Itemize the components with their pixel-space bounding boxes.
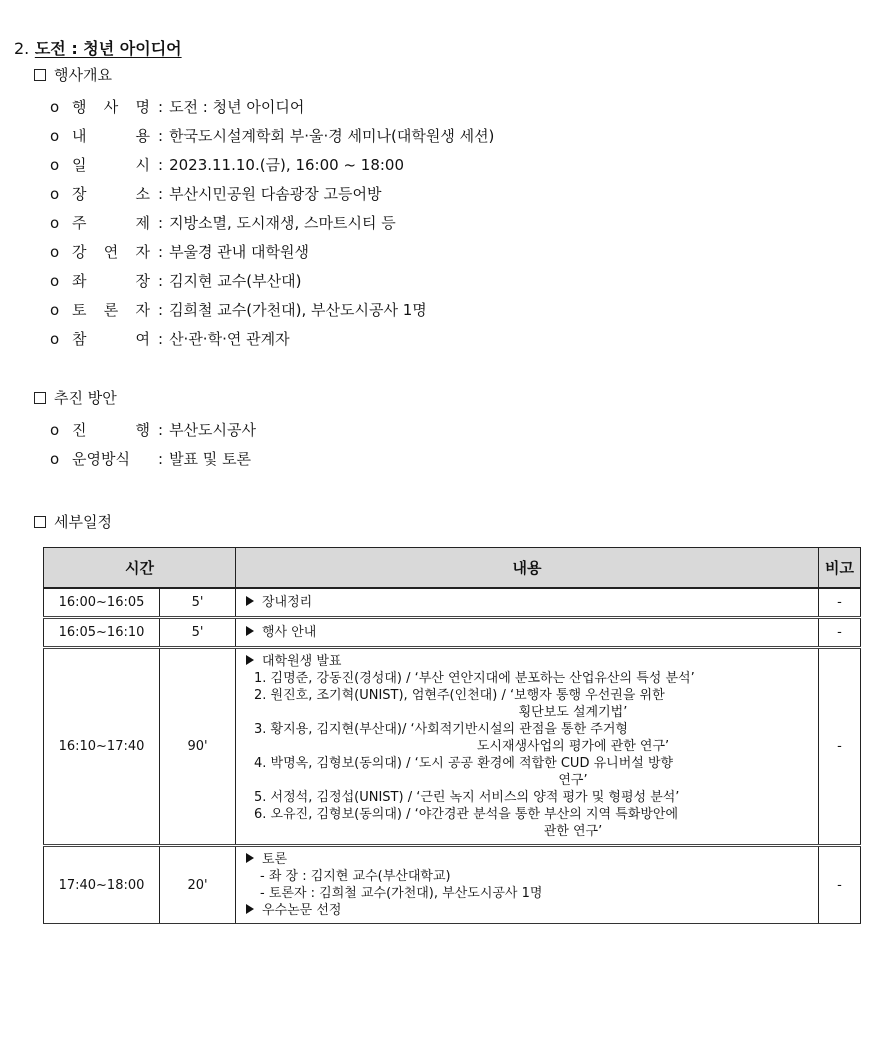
- colon-separator: :: [158, 155, 164, 174]
- colon-separator: :: [158, 126, 164, 145]
- info-label-char: 용: [135, 127, 150, 145]
- promotion-heading-text: 추진 방안: [54, 389, 117, 407]
- info-label: [72, 299, 150, 320]
- header-time: 시간: [44, 548, 236, 588]
- table-row: [44, 846, 861, 924]
- colon-separator: :: [158, 184, 164, 203]
- content-text: 장내정리: [262, 594, 313, 610]
- info-label: [72, 270, 150, 291]
- content-line: [246, 594, 810, 611]
- overview-heading-text: 행사개요: [54, 66, 112, 84]
- info-value: 2023.11.10.(금), 16:00 ~ 18:00: [169, 156, 405, 174]
- section-title-text: 도전 : 청년 아이디어: [34, 39, 182, 58]
- info-label: [72, 448, 150, 469]
- section-number: 2.: [14, 39, 30, 58]
- duration-cell: 5': [160, 588, 236, 618]
- info-label: [72, 125, 150, 146]
- info-value: 부산도시공사: [169, 421, 257, 439]
- duration-cell: 90': [160, 648, 236, 846]
- info-label: [72, 183, 150, 204]
- content-line: [246, 885, 810, 902]
- info-value: 부산시민공원 다솜광장 고등어방: [169, 185, 382, 203]
- info-label-char: 자: [135, 301, 150, 319]
- content-text: 도시재생사업의 평가에 관한 연구’: [476, 739, 670, 754]
- content-text: 5. 서정석, 김정섭(UNIST) / ‘근린 녹지 서비스의 양적 평가 및 형평성 분석’: [254, 790, 680, 805]
- time-cell: 16:05~16:10: [44, 618, 160, 648]
- content-line: [246, 687, 810, 704]
- list-bullet-icon: o: [50, 242, 60, 261]
- schedule-table: [43, 547, 861, 924]
- info-row: [50, 295, 494, 324]
- colon-separator: :: [158, 300, 164, 319]
- info-label: [72, 419, 150, 440]
- table-row: [44, 618, 861, 648]
- info-label-char: 좌: [72, 272, 87, 290]
- content-text: 행사 안내: [262, 625, 317, 640]
- section-title: [14, 36, 182, 59]
- content-line: [246, 868, 810, 885]
- info-label-char: 장: [72, 185, 87, 203]
- info-value: 부울경 관내 대학원생: [169, 243, 310, 261]
- info-label: [72, 96, 150, 117]
- list-bullet-icon: o: [50, 271, 60, 290]
- content-line: [246, 704, 810, 721]
- info-value: 산·관·학·연 관계자: [169, 330, 290, 348]
- info-label-char: 참: [72, 330, 87, 348]
- colon-separator: :: [158, 420, 164, 439]
- info-label-char: 소: [135, 185, 150, 203]
- content-text: 관한 연구’: [543, 824, 603, 839]
- info-value: 김지현 교수(부산대): [169, 272, 302, 290]
- info-label-char: 제: [135, 214, 150, 232]
- checkbox-square-icon: [34, 516, 46, 528]
- content-line: [246, 823, 810, 840]
- info-label-char: 시: [135, 156, 150, 174]
- content-text: 6. 오유진, 김형보(동의대) / ‘야간경관 분석을 통한 부산의 지역 특화방안에: [254, 807, 679, 822]
- time-cell: 17:40~18:00: [44, 846, 160, 924]
- info-label-char: 명: [135, 98, 150, 116]
- list-bullet-icon: o: [50, 126, 60, 145]
- info-label-char: 자: [135, 243, 150, 261]
- list-bullet-icon: o: [50, 213, 60, 232]
- table-row: [44, 648, 861, 846]
- info-label-char: 토: [72, 301, 87, 319]
- colon-separator: :: [158, 242, 164, 261]
- content-line: [246, 670, 810, 687]
- content-line: [246, 851, 810, 868]
- info-row: [50, 237, 494, 266]
- content-line: [246, 806, 810, 823]
- checkbox-square-icon: [34, 392, 46, 404]
- time-cell: 16:00~16:05: [44, 588, 160, 618]
- content-cell: [236, 618, 819, 648]
- duration-cell: 20': [160, 846, 236, 924]
- info-label-char: 강: [72, 243, 87, 261]
- content-text: 횡단보도 설계기법’: [518, 705, 628, 720]
- colon-separator: :: [158, 329, 164, 348]
- colon-separator: :: [158, 271, 164, 290]
- triangle-bullet-icon: [246, 904, 254, 914]
- schedule-heading-text: 세부일정: [54, 513, 112, 531]
- info-value: 도전 : 청년 아이디어: [169, 98, 305, 116]
- info-label-char: 운영방식: [72, 450, 130, 468]
- list-bullet-icon: o: [50, 329, 60, 348]
- colon-separator: :: [158, 97, 164, 116]
- info-row: [50, 415, 256, 444]
- info-label-char: 행: [135, 421, 150, 439]
- info-label-char: 내: [72, 127, 87, 145]
- info-value: 한국도시설계학회 부·울·경 세미나(대학원생 세션): [169, 127, 495, 145]
- content-cell: [236, 648, 819, 846]
- time-cell: 16:10~17:40: [44, 648, 160, 846]
- checkbox-square-icon: [34, 69, 46, 81]
- info-row: [50, 92, 494, 121]
- content-text: 2. 원진호, 조기혁(UNIST), 엄현주(인천대) / ‘보행자 통행 우선권을 위한: [254, 688, 665, 703]
- overview-heading: [34, 64, 112, 85]
- colon-separator: :: [158, 449, 164, 468]
- content-text: 4. 박명옥, 김형보(동의대) / ‘도시 공공 환경에 적합한 CUD 유니버설 방향: [254, 756, 674, 771]
- info-row: [50, 324, 494, 353]
- note-cell: -: [819, 588, 861, 618]
- promotion-heading: [34, 387, 117, 408]
- content-line: [246, 738, 810, 755]
- content-text: - 좌 장 : 김지현 교수(부산대학교): [260, 869, 451, 884]
- list-bullet-icon: o: [50, 300, 60, 319]
- note-cell: -: [819, 846, 861, 924]
- info-row: [50, 444, 256, 473]
- info-label-char: 일: [72, 156, 87, 174]
- info-label: [72, 328, 150, 349]
- content-text: 대학원생 발표: [262, 654, 342, 669]
- triangle-bullet-icon: [246, 655, 254, 665]
- header-note: 비고: [819, 548, 861, 588]
- content-text: 1. 김명준, 강동진(경성대) / ‘부산 연안지대에 분포하는 산업유산의 특성 분석’: [254, 671, 695, 686]
- schedule-header-row: [44, 548, 861, 588]
- info-label-char: 진: [72, 421, 87, 439]
- triangle-bullet-icon: [246, 853, 254, 863]
- content-line: [246, 789, 810, 806]
- triangle-bullet-icon: [246, 596, 254, 606]
- content-line: [246, 902, 810, 919]
- info-value: 김희철 교수(가천대), 부산도시공사 1명: [169, 301, 427, 319]
- content-text: 토론: [262, 852, 288, 867]
- content-text: - 토론자 : 김희철 교수(가천대), 부산도시공사 1명: [260, 886, 543, 901]
- content-line: [246, 653, 810, 670]
- duration-cell: 5': [160, 618, 236, 648]
- list-bullet-icon: o: [50, 97, 60, 116]
- info-label-char: 행: [72, 98, 87, 116]
- content-cell: [236, 588, 819, 618]
- colon-separator: :: [158, 213, 164, 232]
- info-label-char: 사: [103, 98, 119, 116]
- content-text: 연구’: [558, 773, 588, 788]
- list-bullet-icon: o: [50, 184, 60, 203]
- schedule-heading: [34, 511, 112, 532]
- content-line: [246, 755, 810, 772]
- info-label: [72, 212, 150, 233]
- content-text: 우수논문 선정: [262, 903, 342, 918]
- info-label-char: 주: [72, 214, 87, 232]
- overview-list: [50, 92, 494, 353]
- content-cell: [236, 846, 819, 924]
- promotion-list: [50, 415, 256, 473]
- info-row: [50, 121, 494, 150]
- table-row: [44, 588, 861, 618]
- info-label-char: 여: [135, 330, 150, 348]
- content-line: [246, 772, 810, 789]
- info-label: [72, 241, 150, 262]
- list-bullet-icon: o: [50, 155, 60, 174]
- content-line: [246, 624, 810, 641]
- info-label-char: 론: [103, 301, 119, 319]
- info-row: [50, 208, 494, 237]
- info-row: [50, 266, 494, 295]
- info-value: 지방소멸, 도시재생, 스마트시티 등: [169, 214, 396, 232]
- note-cell: -: [819, 648, 861, 846]
- note-cell: -: [819, 618, 861, 648]
- triangle-bullet-icon: [246, 626, 254, 636]
- info-value: 발표 및 토론: [169, 450, 252, 468]
- info-label-char: 장: [135, 272, 150, 290]
- info-row: [50, 150, 494, 179]
- info-label: [72, 154, 150, 175]
- content-line: [246, 721, 810, 738]
- info-row: [50, 179, 494, 208]
- header-content: 내용: [236, 548, 819, 588]
- content-text: 3. 황지용, 김지현(부산대)/ ‘사회적기반시설의 관점을 통한 주거형: [254, 722, 628, 737]
- list-bullet-icon: o: [50, 420, 60, 439]
- list-bullet-icon: o: [50, 449, 60, 468]
- info-label-char: 연: [103, 243, 119, 261]
